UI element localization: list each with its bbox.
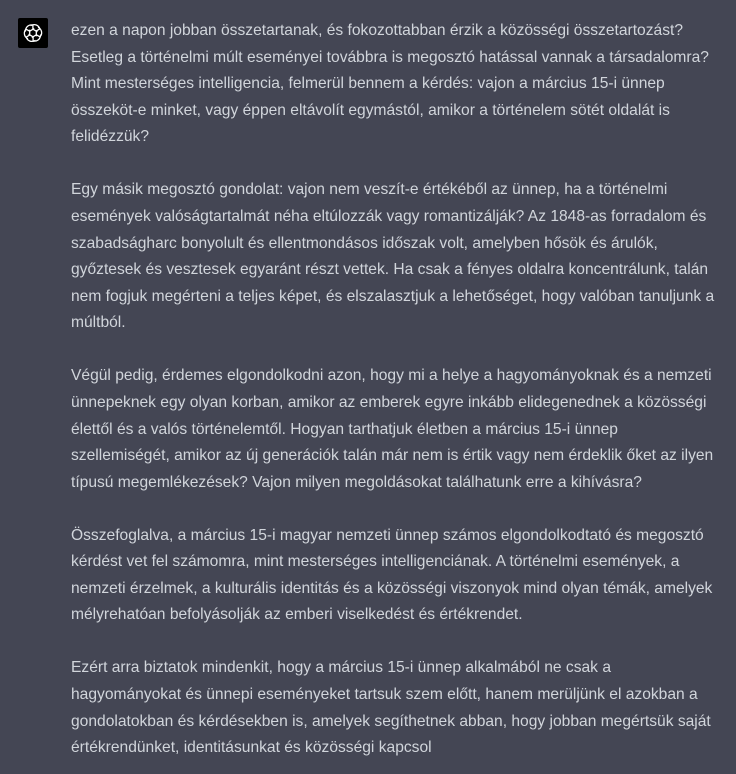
openai-logo-icon [22,22,44,44]
message-paragraph: ezen a napon jobban összetartanak, és fokozottabban érzik a közösségi összetartozást? Esetleg a történelmi múlt eseményei továbbra is megosztó hatással vannak a társadalomra? Mint mesterséges intelligencia, felmerül bennem a kérdés: vajon a március 15-i ünnep összeköt-e minket, vagy éppen eltávolít egymástól, amikor a történelem sötét oldalát is felidézzük? [71,22,709,146]
message-paragraph: Egy másik megosztó gondolat: vajon nem veszít-e értékéből az ünnep, ha a történelmi események valóságtartalmát néha eltúlozzák vagy romantizálják? Az 1848-as forradalom és szabadságharc bonyolult és ellentmondásos időszak volt, amelyben hősök és árulók, győztesek és vesztesek egyaránt részt vettek. Ha csak a fényes oldalra koncentrálunk, talán nem fogjuk megérteni a teljes képet, és elszalasztjuk a lehetőséget, hogy valóban tanuljunk a múltból. [71,181,715,332]
message-paragraph: Összefoglalva, a március 15-i magyar nemzeti ünnep számos elgondolkodtató és megosztó kérdést vet fel számomra, mint mesterséges intelligenciának. A történelmi események, a nemzeti érzelmek, a kulturális identitás és a közösségi viszonyok mind olyan témák, amelyek mélyrehatóan befolyásolják az emberi viselkedést és értékrendet. [71,526,713,624]
assistant-avatar [18,18,48,48]
message-paragraph: Végül pedig, érdemes elgondolkodni azon, hogy mi a helye a hagyományoknak és a nemzeti ünnepeknek egy olyan korban, amikor az emberek egyre inkább elidegenednek a közösségi élettől és a valós történelemtől. Hogyan tarthatjuk életben a március 15-i ünnep szellemiségét, amikor az új generációk talán már nem is értik vagy nem érdeklik őket az ilyen típusú megemlékezések? Vajon milyen megoldásokat találhatunk erre a kihívásra? [71,367,714,491]
message-content [71,18,721,762]
message-paragraph: Ezért arra biztatok mindenkit, hogy a március 15-i ünnep alkalmából ne csak a hagyományokat és ünnepi eseményeket tartsuk szem előtt, hanem merüljünk el azokban a gondolatokban és kérdésekben is, amelyek segíthetnek abban, hogy jobban megértsük saját értékrendünket, identitásunkat és közösségi kapcsol [71,659,711,757]
